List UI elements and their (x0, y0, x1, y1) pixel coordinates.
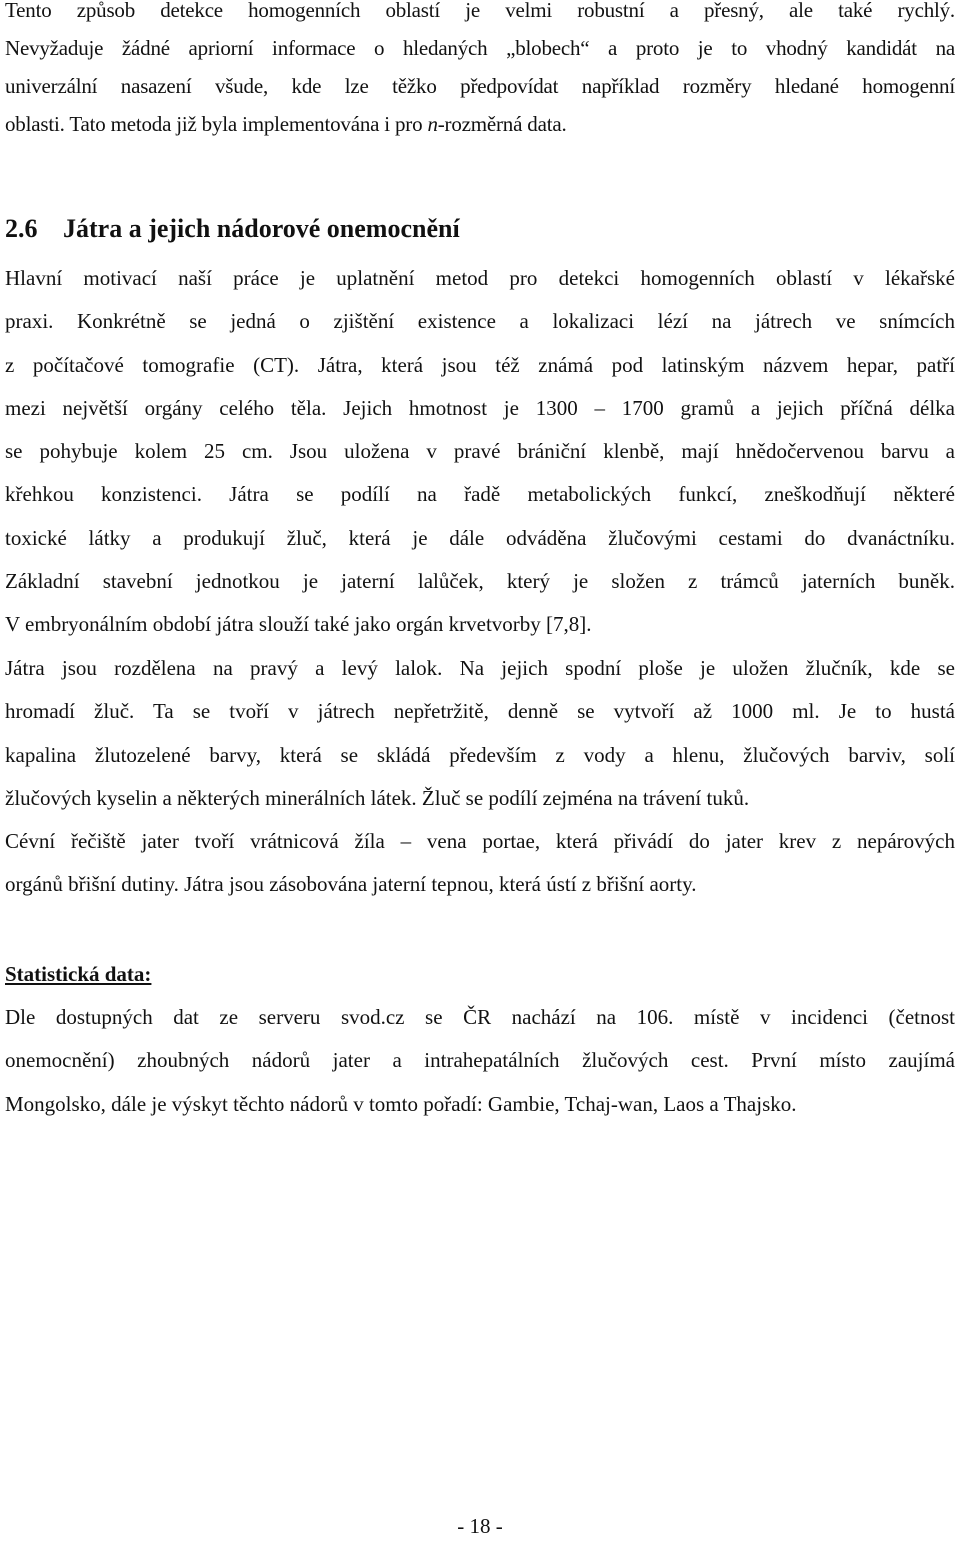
vessels-line-2: orgánů břišní dutiny. Játra jsou zásobována jaterní tepnou, která ústí z břišní aorty. (5, 872, 697, 897)
paragraph-liver (5, 257, 955, 647)
paragraph-lobes (5, 647, 955, 820)
stats-line-1: Dle dostupných dat ze serveru svod.cz se ČR nachází na 106. místě v incidenci (četnost (5, 1005, 955, 1029)
lobes-line-2: hromadí žluč. Ta se tvoří v játrech nepřetržitě, denně se vytvoří až 1000 ml. Je to hustá (5, 699, 955, 724)
page-number: - 18 - (457, 1514, 503, 1538)
section-heading (5, 207, 955, 251)
liver-line-8: Základní stavební jednotkou je jaterní lalůček, který je složen z trámců jaterních buněk. (5, 569, 955, 594)
section-number: 2.6 (5, 214, 38, 243)
intro-line-1: Tento způsob detekce homogenních oblastí je velmi robustní a přesný, ale také rychlý. (5, 0, 955, 22)
paragraph-statistics (5, 996, 955, 1126)
intro-line-3: univerzální nasazení všude, kde lze těžko předpovídat například rozměry hledané homogenní (5, 74, 955, 98)
liver-line-2: praxi. Konkrétně se jedná o zjištění existence a lokalizaci lézí na játrech ve snímcích (5, 309, 955, 334)
vessels-line-1: Cévní řečiště jater tvoří vrátnicová žíla – vena portae, která přivádí do jater krev z nepárových (5, 829, 955, 853)
statistics-heading: Statistická data: (5, 962, 152, 986)
liver-line-9: V embryonálním období játra slouží také jako orgán krvetvorby [7,8]. (5, 612, 592, 637)
paragraph-vessels (5, 820, 955, 907)
lobes-line-4: žlučových kyselin a některých minerálních látek. Žluč se podílí zejména na trávení tuků. (5, 785, 750, 810)
liver-line-1: Hlavní motivací naší práce je uplatnění metod pro detekci homogenních oblastí v lékařské (5, 266, 955, 290)
intro-line-2: Nevyžaduje žádné apriorní informace o hledaných „blobech“ a proto je to vhodný kandidát na (5, 36, 955, 60)
liver-line-6: křehkou konzistenci. Játra se podílí na řadě metabolických funkcí, zneškodňují některé (5, 482, 955, 507)
section-title: Játra a jejich nádorové onemocnění (63, 214, 460, 243)
stats-line-3: Mongolsko, dále je výskyt těchto nádorů v tomto pořadí: Gambie, Tchaj-wan, Laos a Thajsko. (5, 1091, 797, 1116)
liver-line-4: mezi největší orgány celého těla. Jejich hmotnost je 1300 – 1700 gramů a jejich příčná délka (5, 395, 955, 420)
intro-paragraph (5, 0, 955, 143)
lobes-line-3: kapalina žlutozelené barvy, která se skládá především z vody a hlenu, žlučových barviv, solí (5, 742, 955, 767)
stats-line-2: onemocnění) zhoubných nádorů jater a intrahepatálních žlučových cest. První místo zaujímá (5, 1048, 955, 1073)
intro-line-4 (5, 105, 955, 143)
intro-line-4-start: oblasti. Tato metoda již byla implementována i pro (5, 112, 428, 136)
liver-line-5: se pohybuje kolem 25 cm. Jsou uložena v pravé brániční klenbě, mají hnědočervenou barvu a (5, 439, 955, 464)
intro-line-4-end: -rozměrná data. (437, 112, 567, 136)
lobes-line-1: Játra jsou rozdělena na pravý a levý lalok. Na jejich spodní ploše je uložen žlučník, kde se (5, 656, 955, 680)
intro-italic-n: n (427, 112, 438, 136)
liver-line-3: z počítačové tomografie (CT). Játra, která jsou též známá pod latinským názvem hepar, patří (5, 352, 955, 377)
liver-line-7: toxické látky a produkují žluč, která je dále odváděna žlučovými cestami do dvanáctníku. (5, 525, 955, 550)
